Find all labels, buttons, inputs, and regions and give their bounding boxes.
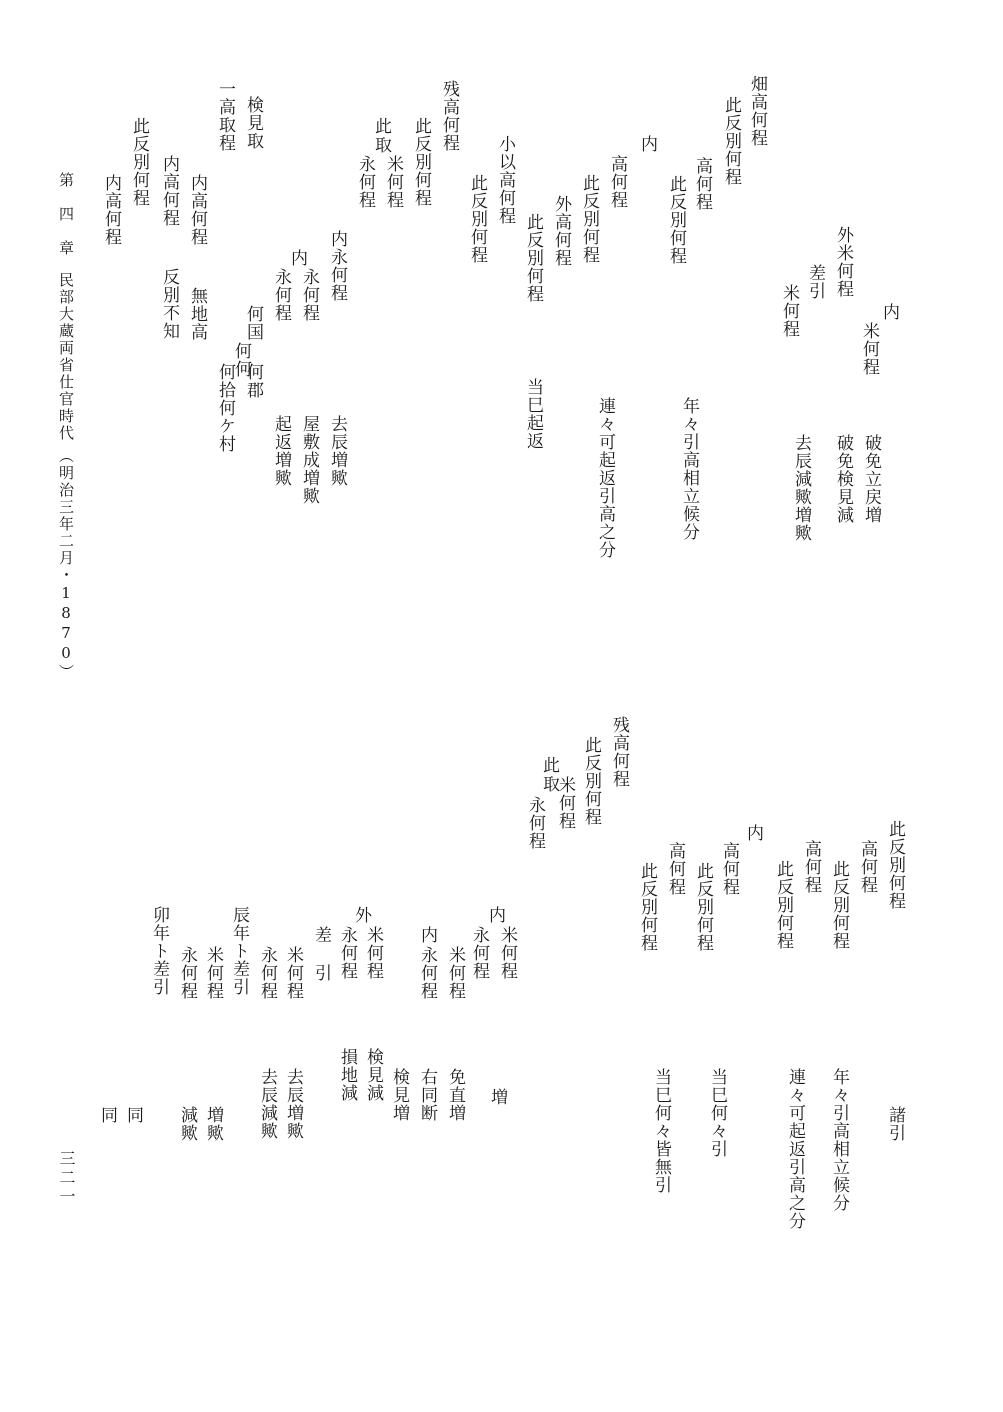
text-column: 内 — [485, 906, 505, 924]
text-column: 此反別何程 — [129, 117, 149, 207]
text-column: 永何程 — [417, 946, 437, 1000]
text-column: 差引 — [805, 264, 825, 300]
text-column: 当巳何々引 — [707, 1068, 727, 1158]
text-column: 小以高何程 — [495, 135, 515, 225]
text-column: 永何程 — [257, 946, 277, 1000]
text-column: 此反別何程 — [693, 862, 713, 952]
text-column: 同 — [123, 1106, 143, 1124]
text-column: 何国 — [243, 305, 263, 341]
text-column: 破免検見減 — [833, 434, 853, 524]
text-column: 高何程 — [607, 155, 627, 209]
text-column: 此反別何程 — [411, 117, 431, 207]
text-column: 高何程 — [801, 840, 821, 894]
text-column: 去辰増歟 — [327, 415, 347, 487]
text-column: 永何程 — [337, 926, 357, 980]
text-column: 何郡 — [243, 363, 263, 399]
text-column: 内高何程 — [187, 174, 207, 246]
text-column: 卯年ト差引 — [149, 906, 169, 996]
text-column: 去辰減歟増歟 — [791, 434, 811, 542]
text-column: 内 — [879, 303, 899, 321]
text-column: 此 — [371, 117, 391, 135]
text-column: 残高何程 — [439, 80, 459, 152]
text-column: 米何程 — [203, 946, 223, 1000]
text-column: 屋敷成増歟 — [299, 415, 319, 505]
text-column: 検見減 — [363, 1048, 383, 1102]
text-column: 連々可起返引高之分 — [785, 1068, 805, 1230]
text-column: 差 — [311, 926, 331, 944]
text-column: 此 — [539, 756, 559, 774]
text-column: 当巳起返 — [523, 378, 543, 450]
text-column: 減歟 — [177, 1106, 197, 1142]
text-column: 此反別何程 — [773, 860, 793, 950]
text-column: 此反別何程 — [523, 213, 543, 303]
text-column: 引 — [311, 964, 331, 982]
text-column: 諸引 — [885, 1106, 905, 1142]
text-column: 永何程 — [299, 268, 319, 322]
text-column: 取 — [371, 136, 391, 154]
text-column: 連々可起返引高之分 — [595, 397, 615, 559]
text-column: 高何程 — [857, 840, 877, 894]
text-column: 米何程 — [283, 946, 303, 1000]
text-column: 高何程 — [692, 157, 712, 211]
text-column: 此反別何程 — [721, 96, 741, 186]
text-column: 此反別何程 — [666, 175, 686, 265]
text-column: 免直増 — [445, 1068, 465, 1122]
text-column: 去辰増歟 — [283, 1068, 303, 1140]
text-column: 米何程 — [445, 946, 465, 1000]
text-column: 内 — [637, 135, 657, 153]
text-column: 一高取程 — [215, 80, 235, 152]
text-column: 内高何程 — [101, 174, 121, 246]
text-column: 検見取 — [243, 96, 263, 150]
text-column: 永何程 — [355, 155, 375, 209]
text-column: 残高何程 — [609, 716, 629, 788]
text-column: 此反別何程 — [829, 860, 849, 950]
text-column: 年々引高相立候分 — [679, 397, 699, 541]
text-column: 辰年ト差引 — [229, 906, 249, 996]
text-column: 増歟 — [203, 1106, 223, 1142]
text-column: 此反別何程 — [581, 736, 601, 826]
text-column: 外米何程 — [833, 226, 853, 298]
text-column: 永何程 — [271, 268, 291, 322]
text-column: 外高何程 — [551, 195, 571, 267]
text-column: 起返増歟 — [271, 415, 291, 487]
text-column: 何拾何ケ村 — [215, 363, 235, 453]
text-column: 高何程 — [719, 842, 739, 896]
running-title: 民部大蔵両省仕官時代 — [57, 272, 75, 442]
text-column: 年々引高相立候分 — [829, 1068, 849, 1212]
text-column: 破免立戻増 — [861, 434, 881, 524]
text-column: 当巳何々皆無引 — [651, 1068, 671, 1194]
text-column: 去辰減歟 — [257, 1068, 277, 1140]
running-date: （明治三年二月・1870） — [57, 448, 75, 681]
page-number: 三二一 — [57, 1150, 76, 1207]
text-column: 此反別何程 — [467, 174, 487, 264]
text-column: 米何程 — [383, 155, 403, 209]
text-column: 高何程 — [665, 842, 685, 896]
text-column: 内永何程 — [327, 230, 347, 302]
text-column: 取 — [539, 775, 559, 793]
text-column: 無地高 — [187, 287, 207, 341]
text-column: 内 — [287, 249, 307, 267]
text-column: 米何程 — [859, 322, 879, 376]
text-column: 何何 — [231, 342, 251, 378]
text-column: 米何程 — [779, 284, 799, 338]
text-column: 内 — [743, 824, 763, 842]
text-column: 永何程 — [525, 796, 545, 850]
text-column: 永何程 — [177, 946, 197, 1000]
text-column: 反別不知 — [159, 268, 179, 340]
text-column: 外 — [351, 906, 371, 924]
text-column: 此反別何程 — [579, 174, 599, 264]
text-column: 増 — [487, 1088, 507, 1106]
text-column: 此反別何程 — [885, 820, 905, 910]
text-column: 同 — [97, 1106, 117, 1124]
text-column: 右同断 — [417, 1068, 437, 1122]
text-column: 米何程 — [555, 776, 575, 830]
text-column: 永何程 — [469, 926, 489, 980]
text-column: 米何程 — [497, 926, 517, 980]
text-column: 畑高何程 — [747, 75, 767, 147]
text-column: 米何程 — [363, 926, 383, 980]
text-column: 此反別何程 — [637, 862, 657, 952]
chapter-heading: 第 四 章 — [57, 172, 75, 257]
text-column: 損地減 — [337, 1048, 357, 1102]
text-column: 内高何程 — [159, 155, 179, 227]
text-column: 内 — [417, 926, 437, 944]
text-column: 検見増 — [389, 1068, 409, 1122]
